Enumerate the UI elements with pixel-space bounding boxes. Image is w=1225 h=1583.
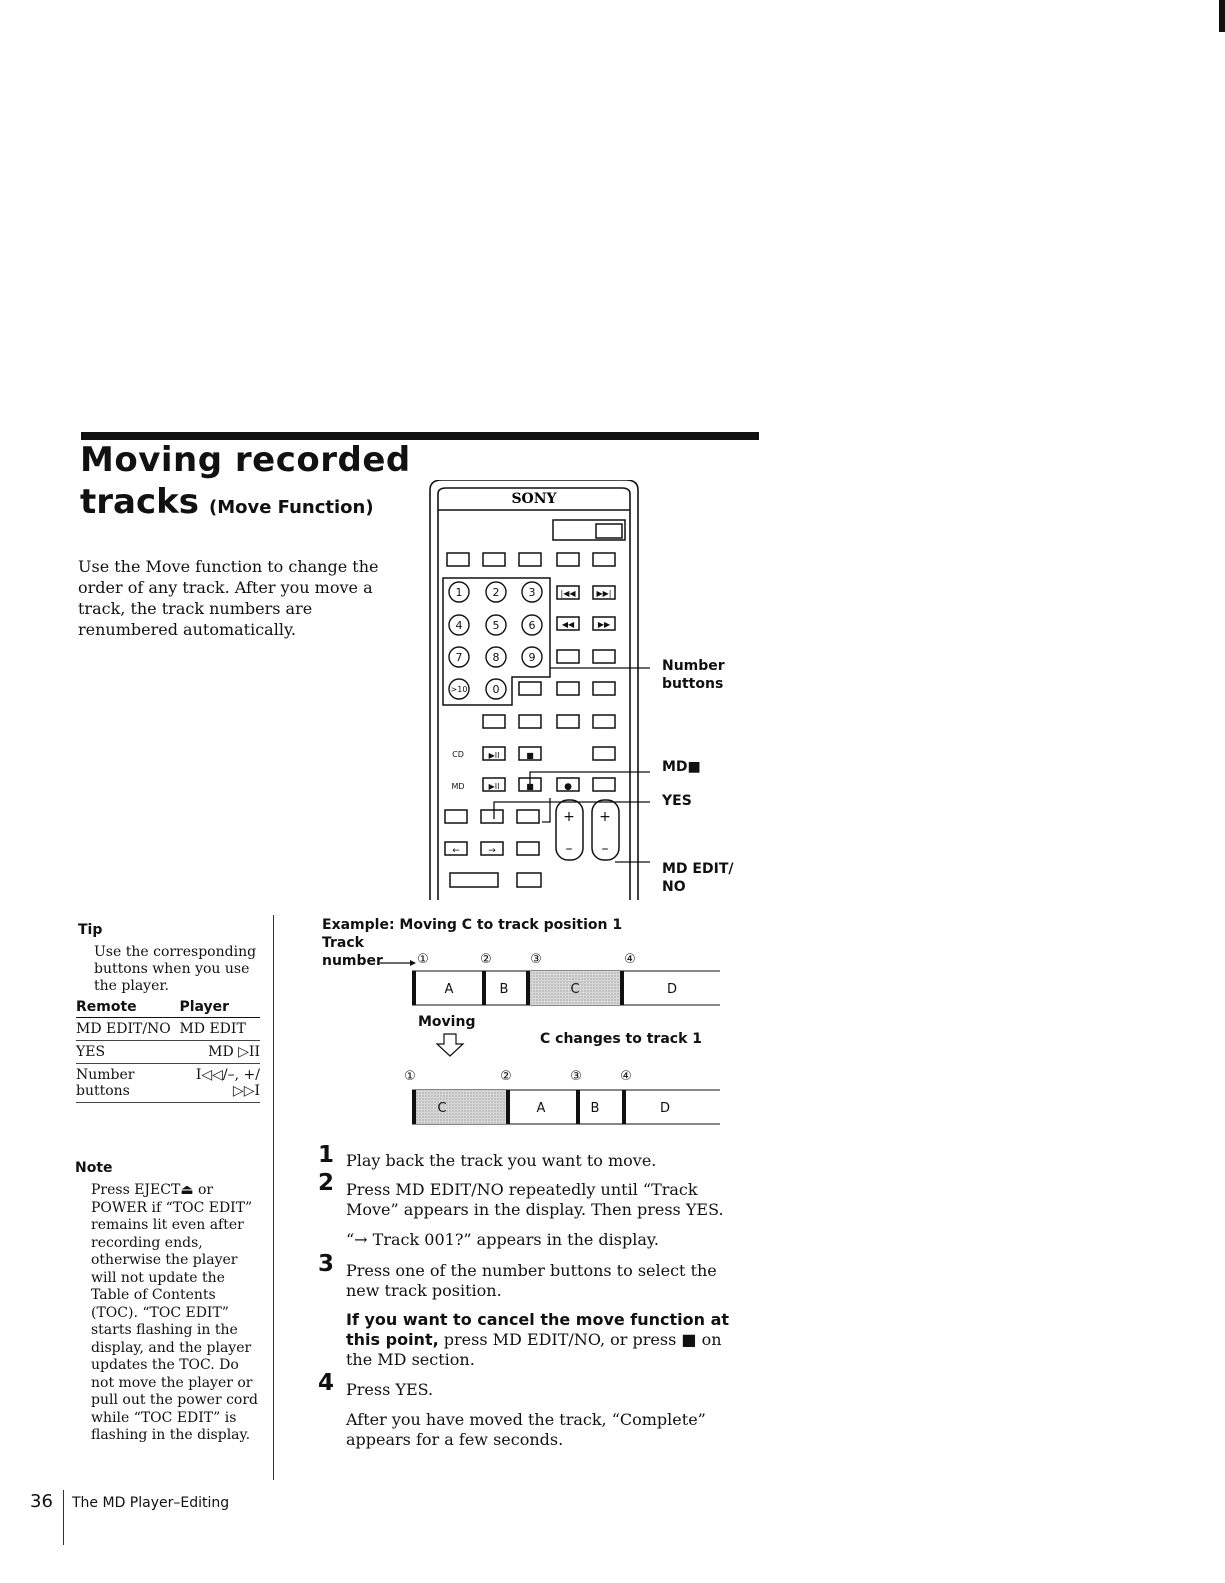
example-title: Example: Moving C to track position 1 bbox=[322, 917, 623, 933]
before-block-b: B bbox=[499, 982, 509, 997]
before-number-4: ④ bbox=[624, 952, 636, 967]
number-key-8: 8 bbox=[492, 651, 500, 664]
remote-illustration bbox=[428, 480, 650, 900]
after-number-3: ③ bbox=[570, 1069, 582, 1084]
tip-table-header bbox=[76, 997, 260, 1018]
track-number-label bbox=[322, 934, 383, 970]
footer-section: The MD Player–Editing bbox=[72, 1495, 230, 1511]
tip-table bbox=[76, 997, 260, 1103]
tip-body: Use the corresponding buttons when you use the player. bbox=[94, 944, 257, 994]
note-body: Press EJECT⏏ or POWER if “TOC EDIT” remains lit even after recording ends, otherwise the player will not update the Table of Contents (TOC). “TOC EDIT” starts flashing in the display, and the player updates the TOC. Do not move the player or pull out the power cord while “TOC EDIT” is flashing in the display. bbox=[91, 1182, 259, 1443]
md-record-icon: ● bbox=[564, 782, 572, 792]
brand-logo: SONY bbox=[511, 491, 557, 507]
tip-cell: YES bbox=[76, 1041, 179, 1064]
tip-col-player: Player bbox=[179, 997, 260, 1018]
page-subtitle: (Move Function) bbox=[208, 497, 374, 518]
number-key-9: 9 bbox=[528, 651, 536, 664]
tip-cell: MD ▷II bbox=[179, 1041, 260, 1064]
number-key-2: 2 bbox=[492, 586, 500, 599]
callout-md-stop: MD■ bbox=[662, 759, 701, 775]
step-text-2: Press MD EDIT/NO repeatedly until “Track Move” appears in the display. Then press YES. bbox=[346, 1180, 724, 1219]
page-title-line1: Moving recorded bbox=[80, 440, 411, 480]
track-label-line1: Track bbox=[322, 935, 364, 951]
table-row bbox=[76, 1064, 260, 1103]
cd-label: CD bbox=[452, 750, 464, 759]
track-label-line2: number bbox=[322, 953, 383, 969]
callout-md-edit bbox=[662, 860, 733, 896]
step-number-4: 4 bbox=[318, 1370, 335, 1396]
cd-stop-icon: ■ bbox=[526, 751, 534, 760]
section-rule bbox=[81, 432, 759, 440]
right-arrow-icon: → bbox=[488, 846, 496, 856]
number-key-6: 6 bbox=[528, 619, 536, 632]
table-row bbox=[76, 1018, 260, 1041]
after-block-d: D bbox=[659, 1101, 671, 1116]
before-number-1: ① bbox=[417, 952, 429, 967]
down-arrow-icon bbox=[437, 1034, 463, 1056]
after-number-1: ① bbox=[404, 1069, 416, 1084]
after-block-c: C bbox=[437, 1101, 447, 1116]
edge-mark bbox=[1219, 0, 1225, 32]
intro-paragraph: Use the Move function to change the order of any track. After you move a track, the track numbers are renumbered automatically. bbox=[78, 557, 379, 639]
number-key-4: 4 bbox=[455, 619, 463, 632]
md-label: MD bbox=[451, 782, 465, 791]
md-stop-icon: ■ bbox=[526, 782, 534, 791]
step-number-1: 1 bbox=[318, 1142, 335, 1168]
left-arrow-icon: ← bbox=[452, 846, 460, 856]
next-track-icon: ▶▶| bbox=[596, 589, 612, 598]
before-block-d: D bbox=[666, 982, 678, 997]
callout-yes: YES bbox=[662, 793, 692, 809]
fast-forward-icon: ▶▶ bbox=[597, 620, 611, 629]
number-key-1: 1 bbox=[455, 586, 463, 599]
tip-cell: MD EDIT/NO bbox=[76, 1018, 179, 1041]
number-key-0: 0 bbox=[492, 683, 500, 696]
after-block-b: B bbox=[590, 1101, 600, 1116]
tip-cell: Number buttons bbox=[76, 1064, 179, 1103]
after-block-a: A bbox=[536, 1101, 546, 1116]
footer-divider bbox=[63, 1490, 64, 1545]
cancel-rest: press MD EDIT/NO, or press ■ on the MD section. bbox=[346, 1330, 722, 1369]
number-key-3: 3 bbox=[528, 586, 536, 599]
step-text-1: Play back the track you want to move. bbox=[346, 1151, 657, 1170]
change-label: C changes to track 1 bbox=[540, 1031, 703, 1047]
cd-play-pause-icon: ▶II bbox=[488, 751, 500, 760]
rewind-icon: ◀◀ bbox=[561, 620, 575, 629]
callout-number-line2: buttons bbox=[662, 676, 724, 692]
page-title-word: tracks bbox=[80, 482, 199, 522]
before-block-a: A bbox=[444, 982, 454, 997]
move-diagram bbox=[380, 945, 740, 1130]
md-play-pause-icon: ▶II bbox=[488, 782, 500, 791]
minus-icon-1: – bbox=[565, 841, 573, 857]
number-key-10plus: >10 bbox=[450, 685, 468, 694]
page-number: 36 bbox=[30, 1491, 53, 1512]
step-number-2: 2 bbox=[318, 1170, 335, 1196]
tip-cell: MD EDIT bbox=[179, 1018, 260, 1041]
table-row bbox=[76, 1041, 260, 1064]
after-number-4: ④ bbox=[620, 1069, 632, 1084]
plus-icon-1: + bbox=[563, 809, 575, 825]
step-text-3: Press one of the number buttons to select the new track position. bbox=[346, 1261, 717, 1300]
moving-label: Moving bbox=[418, 1014, 476, 1030]
prev-track-icon: |◀◀ bbox=[560, 589, 576, 598]
after-number-2: ② bbox=[500, 1069, 512, 1084]
step-sub-4: After you have moved the track, “Complete” appears for a few seconds. bbox=[346, 1410, 706, 1449]
before-number-3: ③ bbox=[530, 952, 542, 967]
step-text-4: Press YES. bbox=[346, 1380, 434, 1399]
cancel-bold: If you want to cancel the move function at this point, bbox=[346, 1310, 730, 1349]
callout-number-line1: Number bbox=[662, 658, 725, 674]
note-heading: Note bbox=[75, 1160, 113, 1176]
callout-md-edit-line1: MD EDIT/ bbox=[662, 861, 734, 877]
number-key-7: 7 bbox=[455, 651, 463, 664]
number-key-5: 5 bbox=[492, 619, 500, 632]
tip-heading: Tip bbox=[78, 922, 103, 938]
plus-icon-2: + bbox=[599, 809, 611, 825]
tip-col-remote: Remote bbox=[76, 997, 179, 1018]
before-number-2: ② bbox=[480, 952, 492, 967]
minus-icon-2: – bbox=[601, 841, 609, 857]
callout-number-buttons bbox=[662, 657, 725, 693]
before-block-c: C bbox=[570, 982, 580, 997]
step-number-3: 3 bbox=[318, 1251, 335, 1277]
callout-md-edit-line2: NO bbox=[662, 879, 686, 895]
step-sub-2: “→ Track 001?” appears in the display. bbox=[346, 1230, 659, 1249]
tip-cell: I◁◁/–, +/▷▷I bbox=[179, 1064, 260, 1103]
page-title-line2 bbox=[80, 482, 374, 522]
column-divider bbox=[273, 915, 274, 1480]
step-cancel-3 bbox=[346, 1310, 741, 1370]
